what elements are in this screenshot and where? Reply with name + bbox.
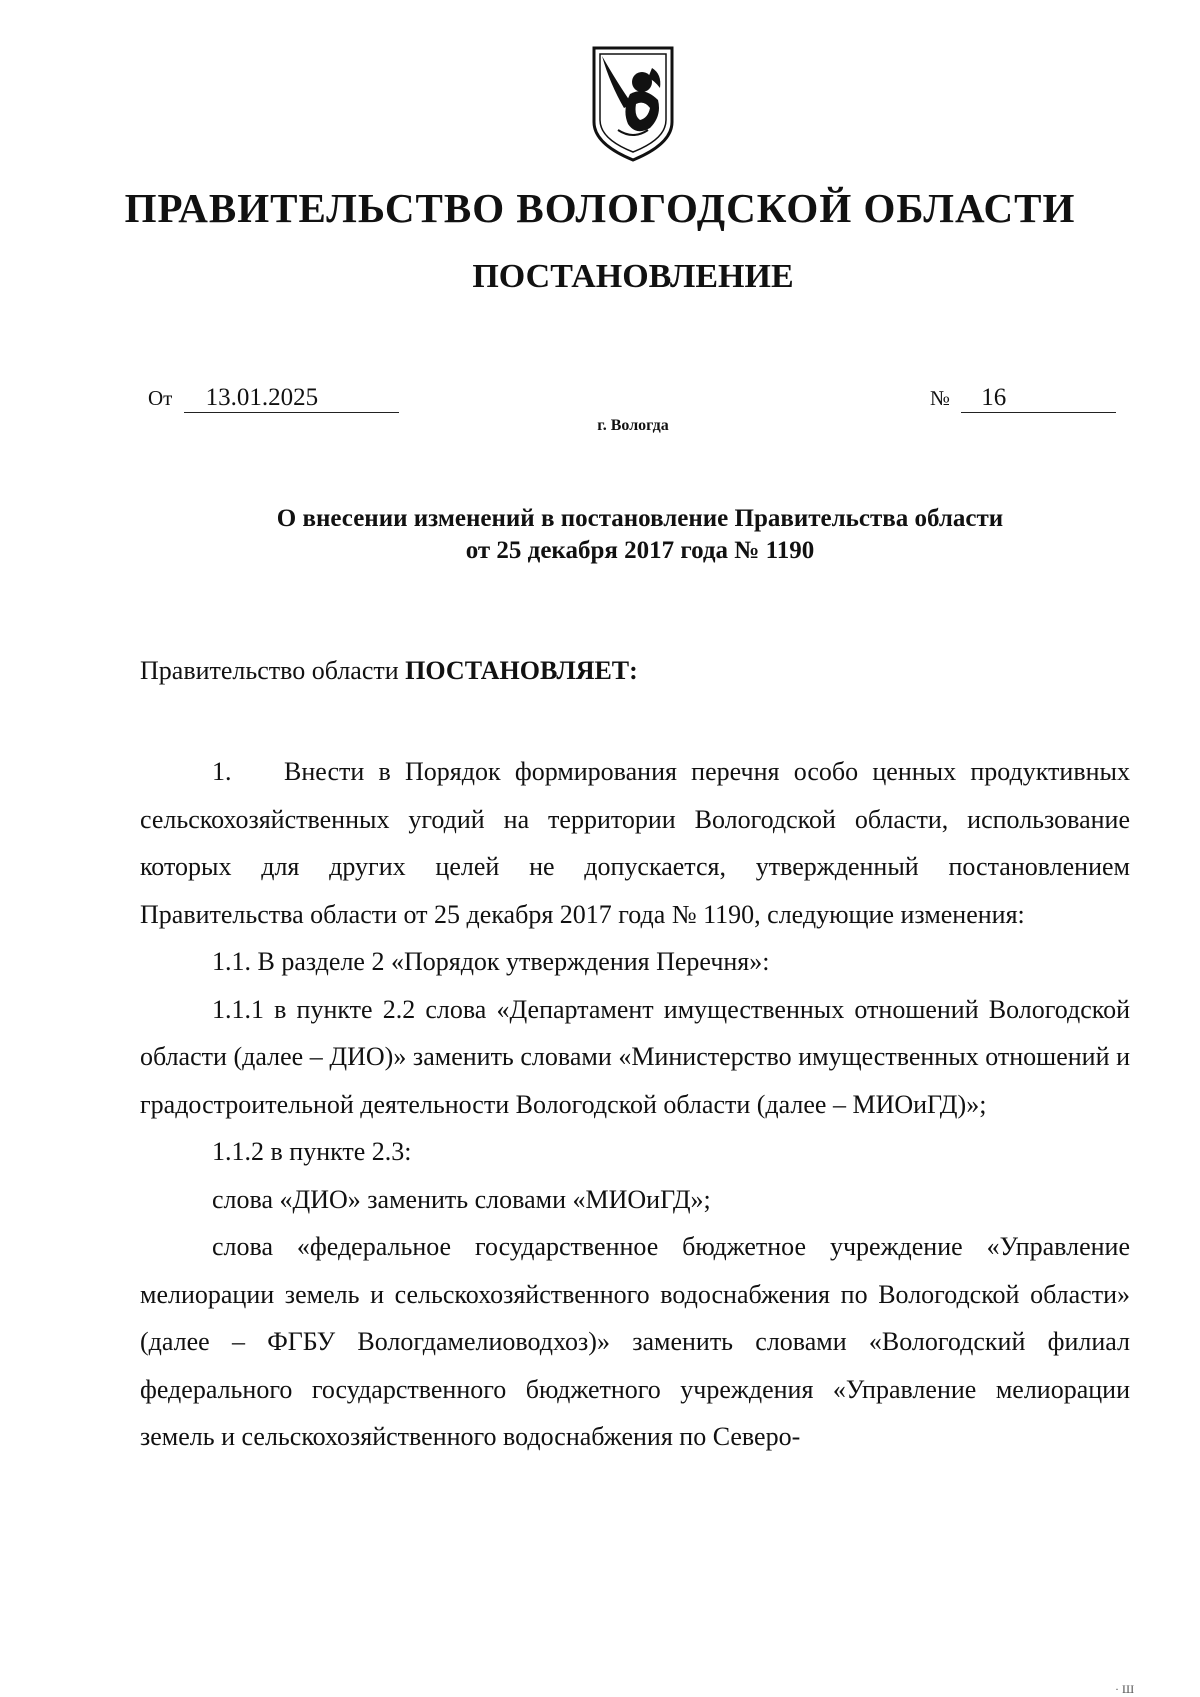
date-prefix: От [148,386,173,410]
preamble-resolves: ПОСТАНОВЛЯЕТ: [405,656,638,685]
paragraph-replace-dio: слова «ДИО» заменить словами «МИОиГД»; [212,1184,711,1214]
city-label: г. Вологда [597,417,669,434]
document-number [930,383,1116,413]
paragraph-1-1-1: 1.1.1 в пункте 2.2 слова «Департамент имущественных отношений Вологодской области (далее – ДИО)» заменить словами «Министерство имущественных отношений и градостроительной деятельности Вологодской области (далее – МИОиГД)»; [140,994,1130,1119]
paragraph-1-1: 1.1. В разделе 2 «Порядок утверждения Перечня»: [212,947,770,976]
subject-line-2: от 25 декабря 2017 года № 1190 [465,537,815,564]
scan-corner-mark: · Ш [1115,1682,1135,1696]
document-subject [140,503,1140,567]
document-body [140,748,1130,1461]
date-value: 13.01.2025 [184,384,399,413]
subject-line-1: О внесении изменений в постановление Правительства области [276,505,1004,532]
coat-of-arms-icon [588,44,678,166]
document-type-title: ПОСТАНОВЛЕНИЕ [472,258,794,295]
paragraph-1 [140,748,1130,938]
paragraph-1-1-2: 1.1.2 в пункте 2.3: [212,1137,412,1166]
number-value: 16 [961,384,1116,413]
preamble [140,654,638,688]
document-date [148,383,399,413]
paragraph-1-text: Внести в Порядок формирования перечня особо ценных продуктивных сельскохозяйственных угодий на территории Вологодской области, использование которых для других целей не допускается, утвержденный постановлением Правительства области от 25 декабря 2017 года № 1190, следующие изменения: [140,757,1130,929]
preamble-text: Правительство области [140,656,406,685]
paragraph-replace-fgbu: слова «федеральное государственное бюджетное учреждение «Управление мелиорации земель и сельскохозяйственного водоснабжения по Вологодской области» (далее – ФГБУ Вологдамелиоводхоз)» заменить словами «Вологодский филиал федерального государственного бюджетного учреждения «Управление мелиорации земель и сельскохозяйственного водоснабжения по Северо- [140,1232,1130,1451]
number-prefix: № [930,386,951,410]
organization-title: ПРАВИТЕЛЬСТВО ВОЛОГОДСКОЙ ОБЛАСТИ [124,185,1076,231]
paragraph-number: 1. [212,757,232,786]
